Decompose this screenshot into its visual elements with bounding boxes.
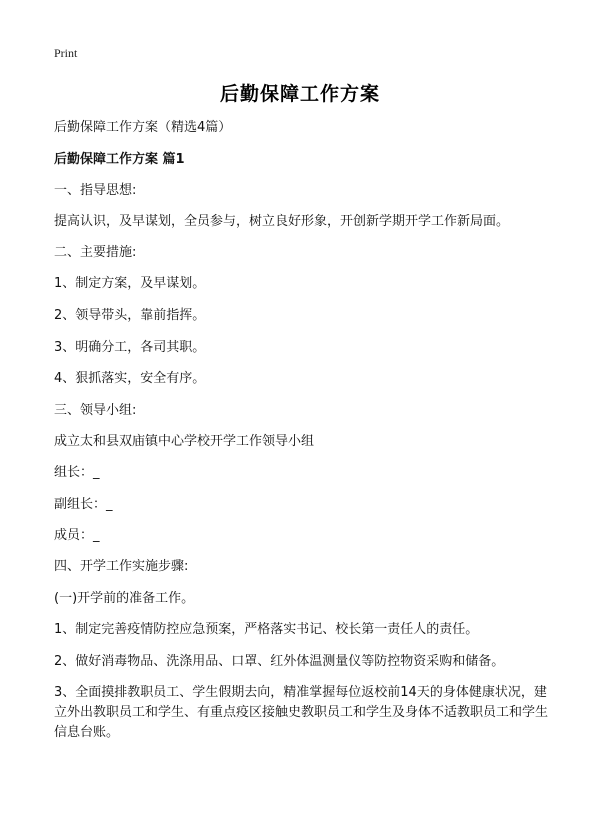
paragraph-17: 3、全面摸排教职员工、学生假期去向，精准掌握每位返校前14天的身体健康状况，建立外出教职员工和学生、有重点疫区接触史教职员工和学生及身体不适教职员工和学生信息台账。 — [54, 685, 549, 740]
document-title: 后勤保障工作方案 — [219, 83, 380, 105]
paragraph-6: 3、明确分工，各司其职。 — [54, 340, 206, 355]
paragraph-13: 四、开学工作实施步骤: — [54, 559, 189, 574]
paragraph-8: 三、领导小组: — [54, 403, 137, 418]
paragraph-16: 2、做好消毒物品、洗涤用品、口罩、红外体温测量仪等防控物资采购和储备。 — [54, 654, 505, 669]
paragraph-1: 一、指导思想: — [54, 183, 137, 198]
document-subtitle: 后勤保障工作方案（精选4篇） — [54, 120, 232, 135]
paragraph-12: 成员：_ — [54, 528, 100, 543]
paragraph-7: 4、狠抓落实，安全有序。 — [54, 371, 206, 386]
paragraph-3: 二、主要措施: — [54, 245, 137, 260]
paragraph-2: 提高认识，及早谋划，全员参与，树立良好形象，开创新学期开学工作新局面。 — [54, 214, 510, 229]
paragraph-10: 组长：_ — [54, 465, 100, 480]
paragraph-14: (一)开学前的准备工作。 — [54, 591, 195, 606]
paragraph-11: 副组长：_ — [54, 497, 113, 512]
paragraph-5: 2、领导带头，靠前指挥。 — [54, 308, 206, 323]
paragraph-4: 1、制定方案，及早谋划。 — [54, 276, 206, 291]
print-label: Print — [54, 46, 78, 60]
section-heading: 后勤保障工作方案 篇1 — [54, 152, 185, 167]
paragraph-9: 成立太和县双庙镇中心学校开学工作领导小组 — [54, 434, 315, 449]
paragraph-15: 1、制定完善疫情防控应急预案，严格落实书记、校长第一责任人的责任。 — [54, 622, 479, 637]
